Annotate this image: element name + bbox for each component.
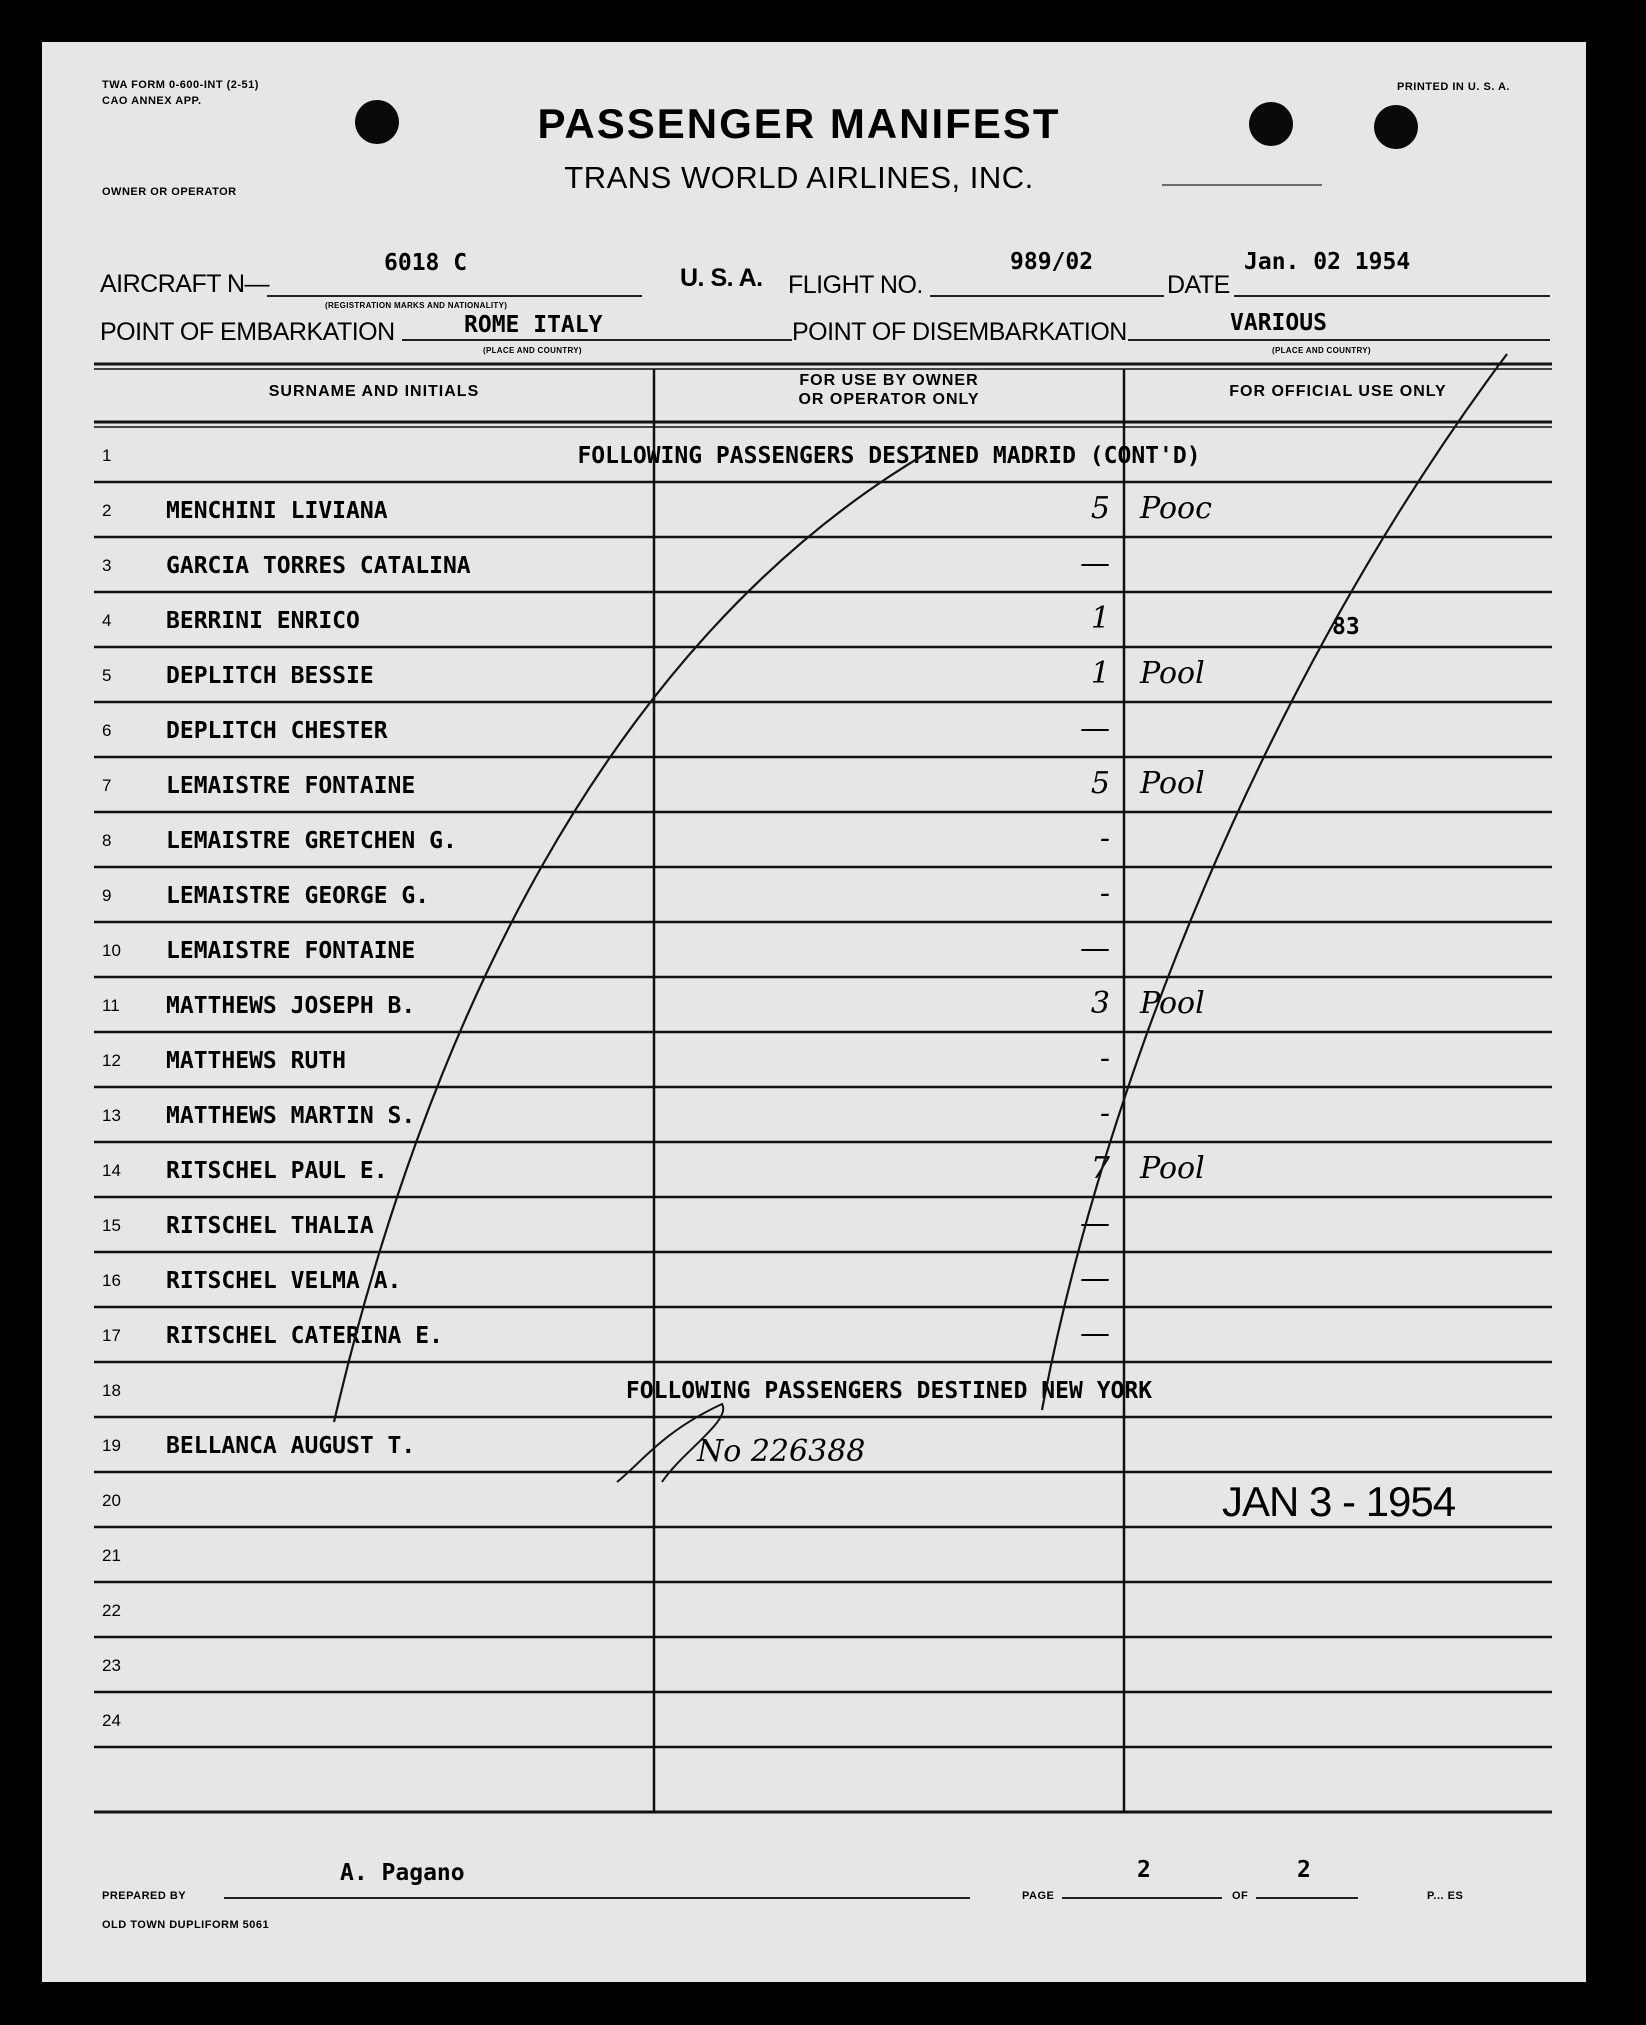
table-row (94, 546, 1552, 592)
flight-value: 989/02 (1010, 249, 1094, 275)
baggage-count: — (1080, 1261, 1110, 1296)
of-label: OF (1232, 1890, 1249, 1902)
row-number: 12 (102, 1051, 121, 1070)
table-row (94, 1261, 1552, 1307)
disembarkation-value: VARIOUS (1230, 310, 1327, 336)
table-row (94, 443, 1552, 482)
passenger-name: BELLANCA AUGUST T. (166, 1433, 416, 1459)
baggage-count: 3 (1090, 986, 1110, 1021)
table-row (94, 821, 1552, 867)
ticket-number-note: No 226388 (697, 1434, 866, 1469)
of-value: 2 (1297, 1857, 1311, 1883)
table-row (94, 711, 1552, 757)
footer-note: OLD TOWN DUPLIFORM 5061 (102, 1919, 270, 1931)
baggage-count: 7 (1090, 1151, 1110, 1186)
flight-label: FLIGHT NO. (788, 271, 923, 299)
row-number: 1 (102, 446, 112, 465)
row-number: 7 (102, 776, 112, 795)
baggage-count: — (1080, 931, 1110, 966)
row-number: 19 (102, 1436, 121, 1455)
row-number: 17 (102, 1326, 121, 1345)
owner-operator-label: OWNER OR OPERATOR (102, 186, 237, 198)
table-row (94, 931, 1552, 977)
row-number: 13 (102, 1106, 121, 1125)
baggage-count: — (1080, 546, 1110, 581)
baggage-count: - (1099, 1041, 1110, 1076)
baggage-count: - (1099, 821, 1110, 856)
company-name: TRANS WORLD AIRLINES, INC. (564, 160, 1034, 195)
baggage-count: — (1080, 1316, 1110, 1351)
date-stamp: JAN 3 - 1954 (1222, 1478, 1456, 1525)
table-row (94, 1096, 1552, 1142)
table-row (94, 766, 1552, 812)
column-surname: SURNAME AND INITIALS (268, 383, 480, 400)
table-row (94, 1601, 1552, 1637)
table-row (94, 656, 1552, 702)
section-heading: FOLLOWING PASSENGERS DESTINED NEW YORK (625, 1378, 1153, 1404)
row-number: 15 (102, 1216, 121, 1235)
passenger-name: LEMAISTRE GEORGE G. (166, 883, 430, 909)
row-number: 20 (102, 1491, 121, 1510)
table-row (94, 491, 1552, 537)
passenger-name: RITSCHEL THALIA (166, 1213, 374, 1239)
date-value: Jan. 02 1954 (1244, 249, 1411, 275)
baggage-count: 1 (1090, 601, 1110, 636)
table-row (94, 1378, 1552, 1417)
aircraft-label: AIRCRAFT N— (100, 270, 270, 298)
table-row (94, 1206, 1552, 1252)
section-heading: FOLLOWING PASSENGERS DESTINED MADRID (CONT'D) (577, 443, 1201, 469)
baggage-count: 5 (1090, 491, 1110, 526)
aircraft-sub: (REGISTRATION MARKS AND NATIONALITY) (325, 301, 508, 310)
punch-hole-icon (355, 100, 399, 144)
handwritten-note: Pool (1140, 986, 1205, 1021)
passenger-name: LEMAISTRE GRETCHEN G. (166, 828, 457, 854)
usa-label: U. S. A. (680, 264, 763, 292)
row-number: 22 (102, 1601, 121, 1620)
page-label: PAGE (1022, 1890, 1055, 1902)
baggage-count: — (1080, 711, 1110, 746)
baggage-count: — (1080, 1206, 1110, 1241)
row-number: 11 (102, 996, 120, 1015)
printed-in: PRINTED IN U. S. A. (1397, 81, 1510, 93)
embarkation-label: POINT OF EMBARKATION (100, 318, 395, 346)
pages-suffix: P... ES (1427, 1890, 1464, 1902)
punch-hole-icon (1374, 105, 1418, 149)
prepared-by-label: PREPARED BY (102, 1890, 187, 1902)
table-row (94, 876, 1552, 922)
row-number: 2 (102, 501, 112, 520)
row-number: 6 (102, 721, 112, 740)
row-number: 4 (102, 611, 112, 630)
disembarkation-label: POINT OF DISEMBARKATION (792, 318, 1127, 346)
passenger-name: DEPLITCH CHESTER (166, 718, 388, 744)
column-official: FOR OFFICIAL USE ONLY (1229, 383, 1447, 400)
table-row (94, 1656, 1552, 1692)
passenger-name: LEMAISTRE FONTAINE (166, 773, 416, 799)
passenger-rows (94, 443, 1552, 1747)
row-number: 9 (102, 886, 112, 905)
date-label: DATE (1167, 271, 1230, 299)
embarkation-value: ROME ITALY (464, 312, 603, 338)
row-number: 5 (102, 666, 112, 685)
table-row (94, 1711, 1552, 1747)
passenger-name: MATTHEWS RUTH (166, 1048, 347, 1074)
passenger-name: LEMAISTRE FONTAINE (166, 938, 416, 964)
table-row (94, 1433, 1552, 1472)
strike-line (334, 450, 932, 1422)
row-number: 18 (102, 1381, 121, 1400)
form-code: TWA FORM 0-600-INT (2-51) (102, 79, 259, 91)
table-row (94, 1546, 1552, 1582)
table-row (94, 1478, 1552, 1527)
form-title: PASSENGER MANIFEST (537, 100, 1061, 147)
prepared-by-value: A. Pagano (340, 1860, 465, 1886)
page-value: 2 (1137, 1857, 1151, 1883)
passenger-name: RITSCHEL PAUL E. (166, 1158, 388, 1184)
baggage-count: - (1099, 1096, 1110, 1131)
column-owner-use-1: FOR USE BY OWNER (799, 372, 979, 389)
passenger-name: BERRINI ENRICO (166, 608, 360, 634)
row-number: 3 (102, 556, 112, 575)
passenger-name: MATTHEWS MARTIN S. (166, 1103, 416, 1129)
table-row (94, 1316, 1552, 1362)
row-number: 8 (102, 831, 112, 850)
official-number: 83 (1332, 614, 1360, 640)
row-number: 16 (102, 1271, 121, 1290)
table-row (94, 1041, 1552, 1087)
handwritten-note: Pool (1140, 656, 1205, 691)
table-row (94, 986, 1552, 1032)
handwritten-note: Pool (1140, 766, 1205, 801)
handwritten-note: Pool (1140, 1151, 1205, 1186)
row-number: 23 (102, 1656, 121, 1675)
punch-hole-icon (1249, 102, 1293, 146)
handwritten-note: Pooc (1140, 491, 1212, 526)
aircraft-value: 6018 C (384, 250, 468, 276)
passenger-name: MATTHEWS JOSEPH B. (166, 993, 416, 1019)
manifest-form (42, 42, 1586, 1982)
form-approval: CAO ANNEX APP. (102, 95, 202, 107)
passenger-name: GARCIA TORRES CATALINA (166, 553, 471, 579)
baggage-count: 1 (1090, 656, 1110, 691)
passenger-name: DEPLITCH BESSIE (166, 663, 374, 689)
disembarkation-sub: (PLACE AND COUNTRY) (1272, 346, 1371, 355)
column-owner-use-2: OR OPERATOR ONLY (798, 391, 980, 408)
table-row (94, 1151, 1552, 1197)
passenger-name: MENCHINI LIVIANA (166, 498, 388, 524)
row-number: 10 (102, 941, 121, 960)
baggage-count: - (1099, 876, 1110, 911)
embarkation-sub: (PLACE AND COUNTRY) (483, 346, 582, 355)
manifest-sheet (42, 42, 1586, 1982)
passenger-name: RITSCHEL CATERINA E. (166, 1323, 443, 1349)
baggage-count: 5 (1090, 766, 1110, 801)
row-number: 14 (102, 1161, 121, 1180)
passenger-name: RITSCHEL VELMA A. (166, 1268, 402, 1294)
row-number: 21 (102, 1546, 121, 1565)
row-number: 24 (102, 1711, 121, 1730)
